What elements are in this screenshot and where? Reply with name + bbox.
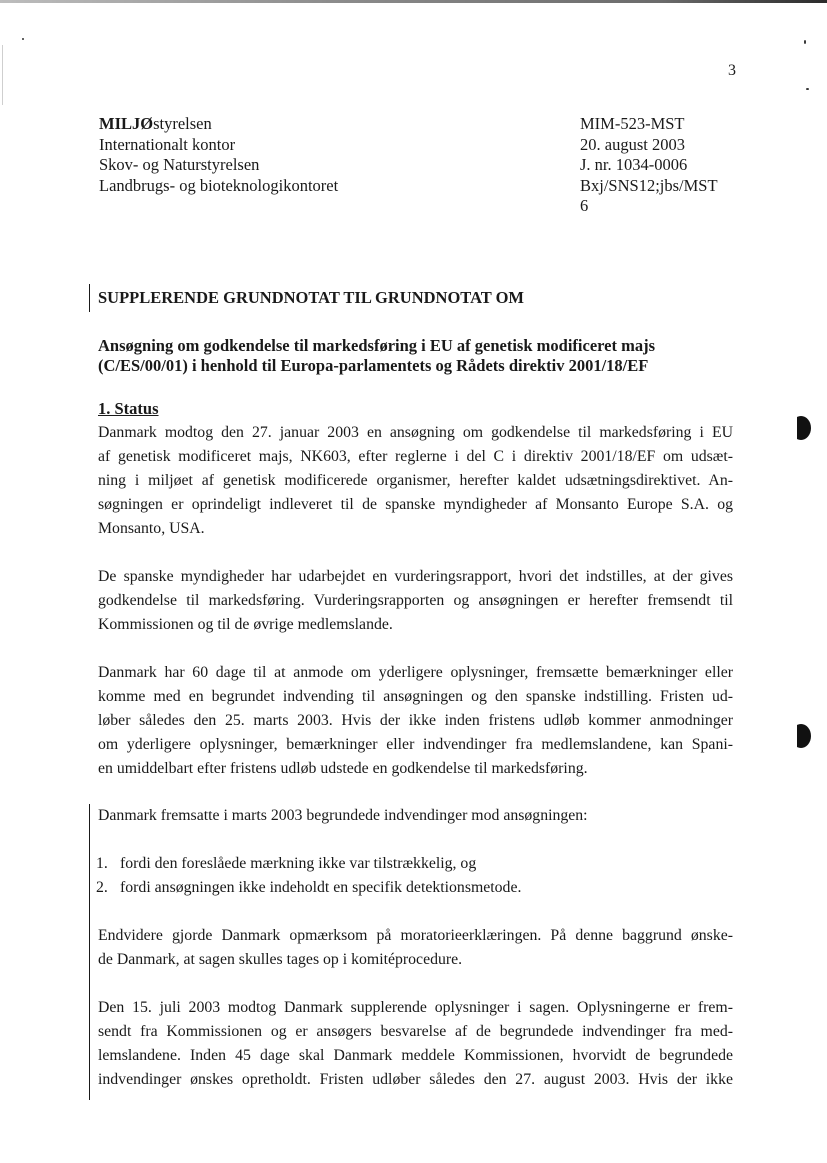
paragraph-supplementary — [98, 996, 733, 1092]
brand-rest: styrelsen — [153, 114, 212, 133]
text-line: Danmark fremsatte i marts 2003 begrundede indvendinger mod ansøgningen: — [98, 807, 588, 824]
paragraph-assessment — [98, 565, 733, 637]
text-line: komme med en begrundet indvending til ansøgningen og den spanske indstilling. Fristen ud- — [98, 688, 733, 705]
list-item — [96, 876, 521, 900]
reference-block — [580, 114, 718, 217]
reference-line: J. nr. 1034-0006 — [580, 155, 688, 174]
scan-speck — [804, 40, 806, 44]
objection-list — [96, 852, 521, 900]
text-line: søgningen er oprindeligt indleveret til de spanske myndigheder af Monsanto Europe S.A. og — [98, 496, 733, 513]
list-text: fordi ansøgningen ikke indeholdt en specifik detektionsmetode. — [120, 879, 522, 896]
list-number: 2. — [96, 879, 108, 896]
document-subject — [98, 336, 738, 376]
reference-line: 20. august 2003 — [580, 134, 685, 154]
document-title: SUPPLERENDE GRUNDNOTAT TIL GRUNDNOTAT OM — [98, 288, 525, 307]
text-line: Kommissionen og til de øvrige medlemslande. — [98, 616, 393, 633]
reference-line: Bxj/SNS12;jbs/MST — [580, 175, 718, 195]
punch-hole-mark — [791, 416, 811, 440]
text-line: løber således den 25. marts 2003. Hvis der ikke inden fristens udløb kommer anmodninger — [98, 712, 733, 729]
subject-line: Ansøgning om godkendelse til markedsføring i EU af genetisk modificeret majs — [98, 336, 656, 355]
reference-line: 6 — [580, 196, 589, 215]
text-line: sendt fra Kommissionen og er ansøgers besvarelse af de begrundede indvendinger fra med- — [98, 1023, 733, 1040]
text-line: Monsanto, USA. — [98, 520, 205, 537]
scan-left-mark — [2, 45, 3, 105]
list-number: 1. — [96, 855, 108, 872]
list-item — [96, 852, 521, 876]
text-line: lemslandene. Inden 45 dage skal Danmark meddele Kommissionen, hvorvidt de begrundede — [98, 1047, 733, 1064]
text-line: indvendinger ønskes opretholdt. Fristen udløber således den 27. august 2003. Hvis der ikke — [98, 1071, 733, 1088]
text-line: De spanske myndigheder har udarbejdet en vurderingsrapport, hvori det indstilles, at der gives — [98, 568, 733, 585]
paragraph-objections — [98, 804, 733, 828]
scan-top-edge — [0, 0, 827, 3]
page-number: 3 — [728, 62, 736, 79]
text-line: de Danmark, at sagen skulles tages op i komitéprocedure. — [98, 951, 463, 968]
text-line: Endvidere gjorde Danmark opmærksom på moratorieerklæringen. På denne baggrund ønske- — [98, 927, 733, 944]
paragraph-status-intro — [98, 421, 733, 541]
subject-line: (C/ES/00/01) i henhold til Europa-parlamentets og Rådets direktiv 2001/18/EF — [98, 356, 649, 375]
punch-hole-mark — [791, 724, 811, 748]
reference-line: MIM-523-MST — [580, 114, 685, 133]
revision-bar — [89, 804, 90, 1100]
scan-speck — [22, 38, 24, 40]
sender-brand — [99, 114, 338, 135]
text-line: Danmark har 60 dage til at anmode om yderligere oplysninger, fremsætte bemærkninger eller — [98, 664, 733, 681]
list-text: fordi den foreslåede mærkning ikke var tilstrækkelig, og — [120, 855, 477, 872]
scan-speck — [806, 88, 809, 90]
revision-bar — [89, 284, 90, 312]
sender-line: Internationalt kontor — [99, 134, 236, 154]
section-heading: 1. Status — [98, 399, 159, 418]
sender-block — [99, 114, 338, 196]
text-line: godkendelse til markedsføring. Vurderingsrapporten og ansøgningen er herefter fremsendt til — [98, 592, 733, 609]
text-line: Danmark modtog den 27. januar 2003 en ansøgning om godkendelse til markedsføring i EU — [98, 424, 733, 441]
brand-bold: MILJØ — [99, 114, 154, 133]
paragraph-moratorium — [98, 924, 733, 972]
paragraph-deadline — [98, 661, 733, 781]
text-line: ning i miljøet af genetisk modificerede organismer, herefter kaldet udsætningsdirektivet. An- — [98, 472, 733, 489]
text-line: Den 15. juli 2003 modtog Danmark supplerende oplysninger i sagen. Oplysningerne er frem- — [98, 999, 733, 1016]
text-line: af genetisk modificeret majs, NK603, efter reglerne i del C i direktiv 2001/18/EF om udsæt- — [98, 448, 733, 465]
sender-line: Skov- og Naturstyrelsen — [99, 155, 260, 174]
text-line: om yderligere oplysninger, bemærkninger eller indvendinger fra medlemslandene, kan Spani- — [98, 736, 733, 753]
sender-line: Landbrugs- og bioteknologikontoret — [99, 175, 339, 195]
text-line: en umiddelbart efter fristens udløb udstede en godkendelse til markedsføring. — [98, 760, 588, 777]
